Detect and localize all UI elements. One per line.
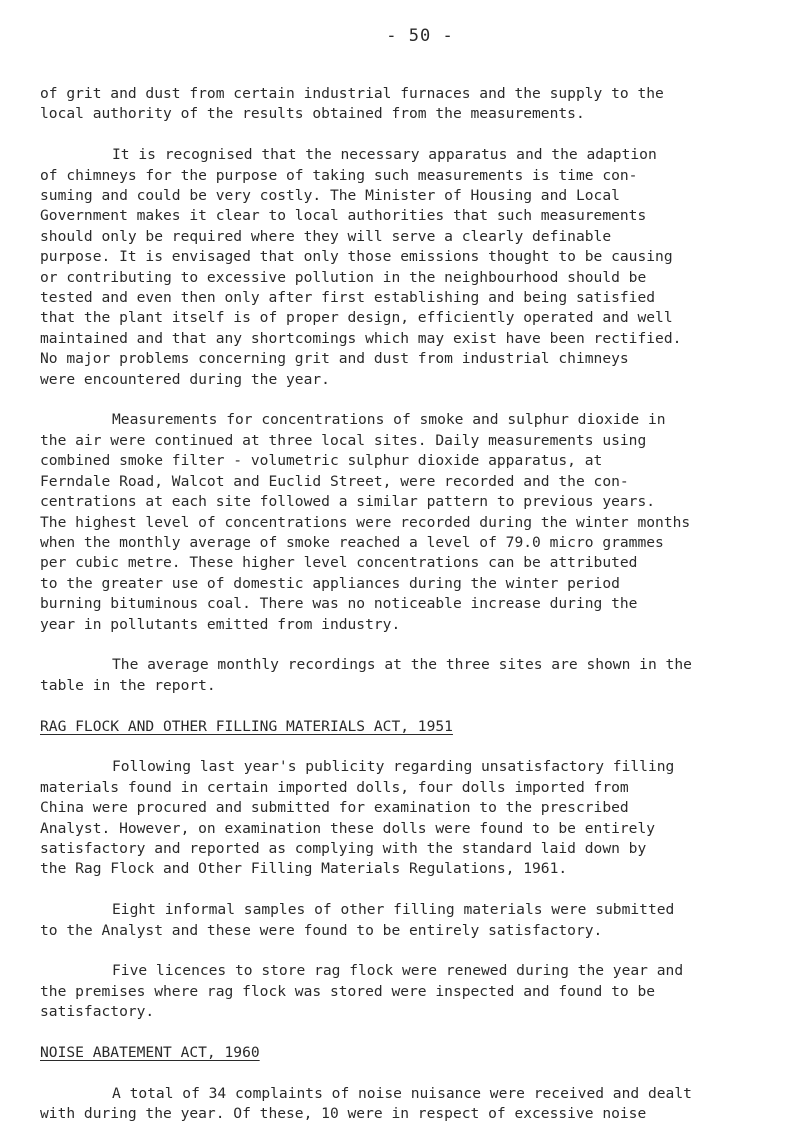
text-line	[40, 900, 780, 920]
section-heading-rag-flock: RAG FLOCK AND OTHER FILLING MATERIALS ACT, 1951	[40, 717, 453, 735]
text-line: tested and even then only after first establishing and being satisfied	[40, 289, 656, 307]
text-line: combined smoke filter - volumetric sulphur dioxide apparatus, at	[40, 452, 603, 470]
text-line: purpose. It is envisaged that only those emissions thought to be causing	[40, 248, 673, 266]
text-line: of grit and dust from certain industrial furnaces and the supply to the	[40, 85, 664, 102]
text-line: table in the report.	[40, 676, 216, 694]
noise-paragraph-1	[40, 1084, 780, 1125]
text-line	[40, 757, 780, 777]
text-line-content: The average monthly recordings at the three sites are shown in the	[112, 656, 692, 674]
text-line	[40, 410, 780, 430]
text-line: or contributing to excessive pollution in the neighbourhood should be	[40, 268, 647, 286]
text-line: Analyst. However, on examination these dolls were found to be entirely	[40, 819, 656, 837]
text-line: the air were continued at three local sites. Daily measurements using	[40, 431, 647, 449]
text-line: maintained and that any shortcomings which may exist have been rectified.	[40, 329, 682, 347]
text-line: Government makes it clear to local authorities that such measurements	[40, 207, 647, 225]
text-line: that the plant itself is of proper design, efficiently operated and well	[40, 309, 673, 327]
text-line: local authority of the results obtained from the measurements.	[40, 105, 585, 123]
text-line: per cubic metre. These higher level concentrations can be attributed	[40, 554, 638, 572]
section-rag-flock	[40, 717, 780, 1023]
rag-flock-paragraph-3	[40, 961, 780, 1022]
section-heading-noise: NOISE ABATEMENT ACT, 1960	[40, 1043, 260, 1061]
text-line-content: Following last year's publicity regarding unsatisfactory filling	[112, 758, 675, 776]
rag-flock-paragraph-1	[40, 757, 780, 879]
text-line: with during the year. Of these, 10 were in respect of excessive noise	[40, 1105, 647, 1123]
paragraph-1	[40, 84, 780, 125]
intro-paragraphs	[40, 84, 780, 696]
text-line: should only be required where they will serve a clearly definable	[40, 227, 612, 245]
text-line: materials found in certain imported dolls, four dolls imported from	[40, 778, 629, 796]
text-line-content: It is recognised that the necessary apparatus and the adaption	[112, 146, 657, 164]
text-line-content: Measurements for concentrations of smoke and sulphur dioxide in	[112, 411, 666, 429]
text-line: when the monthly average of smoke reached a level of 79.0 micro grammes	[40, 533, 664, 551]
paragraph-4	[40, 655, 780, 696]
text-line	[40, 145, 780, 165]
text-line: burning bituminous coal. There was no noticeable increase during the	[40, 595, 638, 613]
text-line: centrations at each site followed a similar pattern to previous years.	[40, 493, 656, 511]
text-line	[40, 1084, 780, 1104]
page-number: - 50 -	[386, 26, 454, 46]
text-line: satisfactory and reported as complying with the standard laid down by	[40, 839, 647, 857]
text-line: The highest level of concentrations were recorded during the winter months	[40, 513, 691, 531]
text-line: Ferndale Road, Walcot and Euclid Street, were recorded and the con-	[40, 472, 629, 490]
text-line-content: A total of 34 complaints of noise nuisance were received and dealt	[112, 1084, 692, 1102]
paragraph-3	[40, 410, 780, 634]
text-line	[40, 961, 780, 981]
text-line: the premises where rag flock was stored were inspected and found to be	[40, 982, 656, 1000]
text-line: the Rag Flock and Other Filling Materials Regulations, 1961.	[40, 860, 568, 878]
document-body	[40, 84, 780, 1145]
text-line: suming and could be very costly. The Minister of Housing and Local	[40, 187, 620, 205]
text-line: to the greater use of domestic appliances during the winter period	[40, 574, 620, 592]
rag-flock-paragraph-2	[40, 900, 780, 941]
text-line: were encountered during the year.	[40, 370, 330, 388]
text-line: satisfactory.	[40, 1003, 155, 1021]
text-line: year in pollutants emitted from industry.	[40, 615, 401, 633]
text-line: of chimneys for the purpose of taking such measurements is time con-	[40, 166, 638, 184]
text-line-content: Five licences to store rag flock were renewed during the year and	[112, 962, 684, 980]
paragraph-2	[40, 145, 780, 390]
text-line-content: Eight informal samples of other filling materials were submitted	[112, 901, 675, 919]
text-line	[40, 655, 780, 675]
section-noise-abatement	[40, 1043, 780, 1125]
text-line: No major problems concerning grit and dust from industrial chimneys	[40, 350, 629, 368]
text-line: China were procured and submitted for examination to the prescribed	[40, 799, 629, 817]
text-line: to the Analyst and these were found to be entirely satisfactory.	[40, 921, 603, 939]
